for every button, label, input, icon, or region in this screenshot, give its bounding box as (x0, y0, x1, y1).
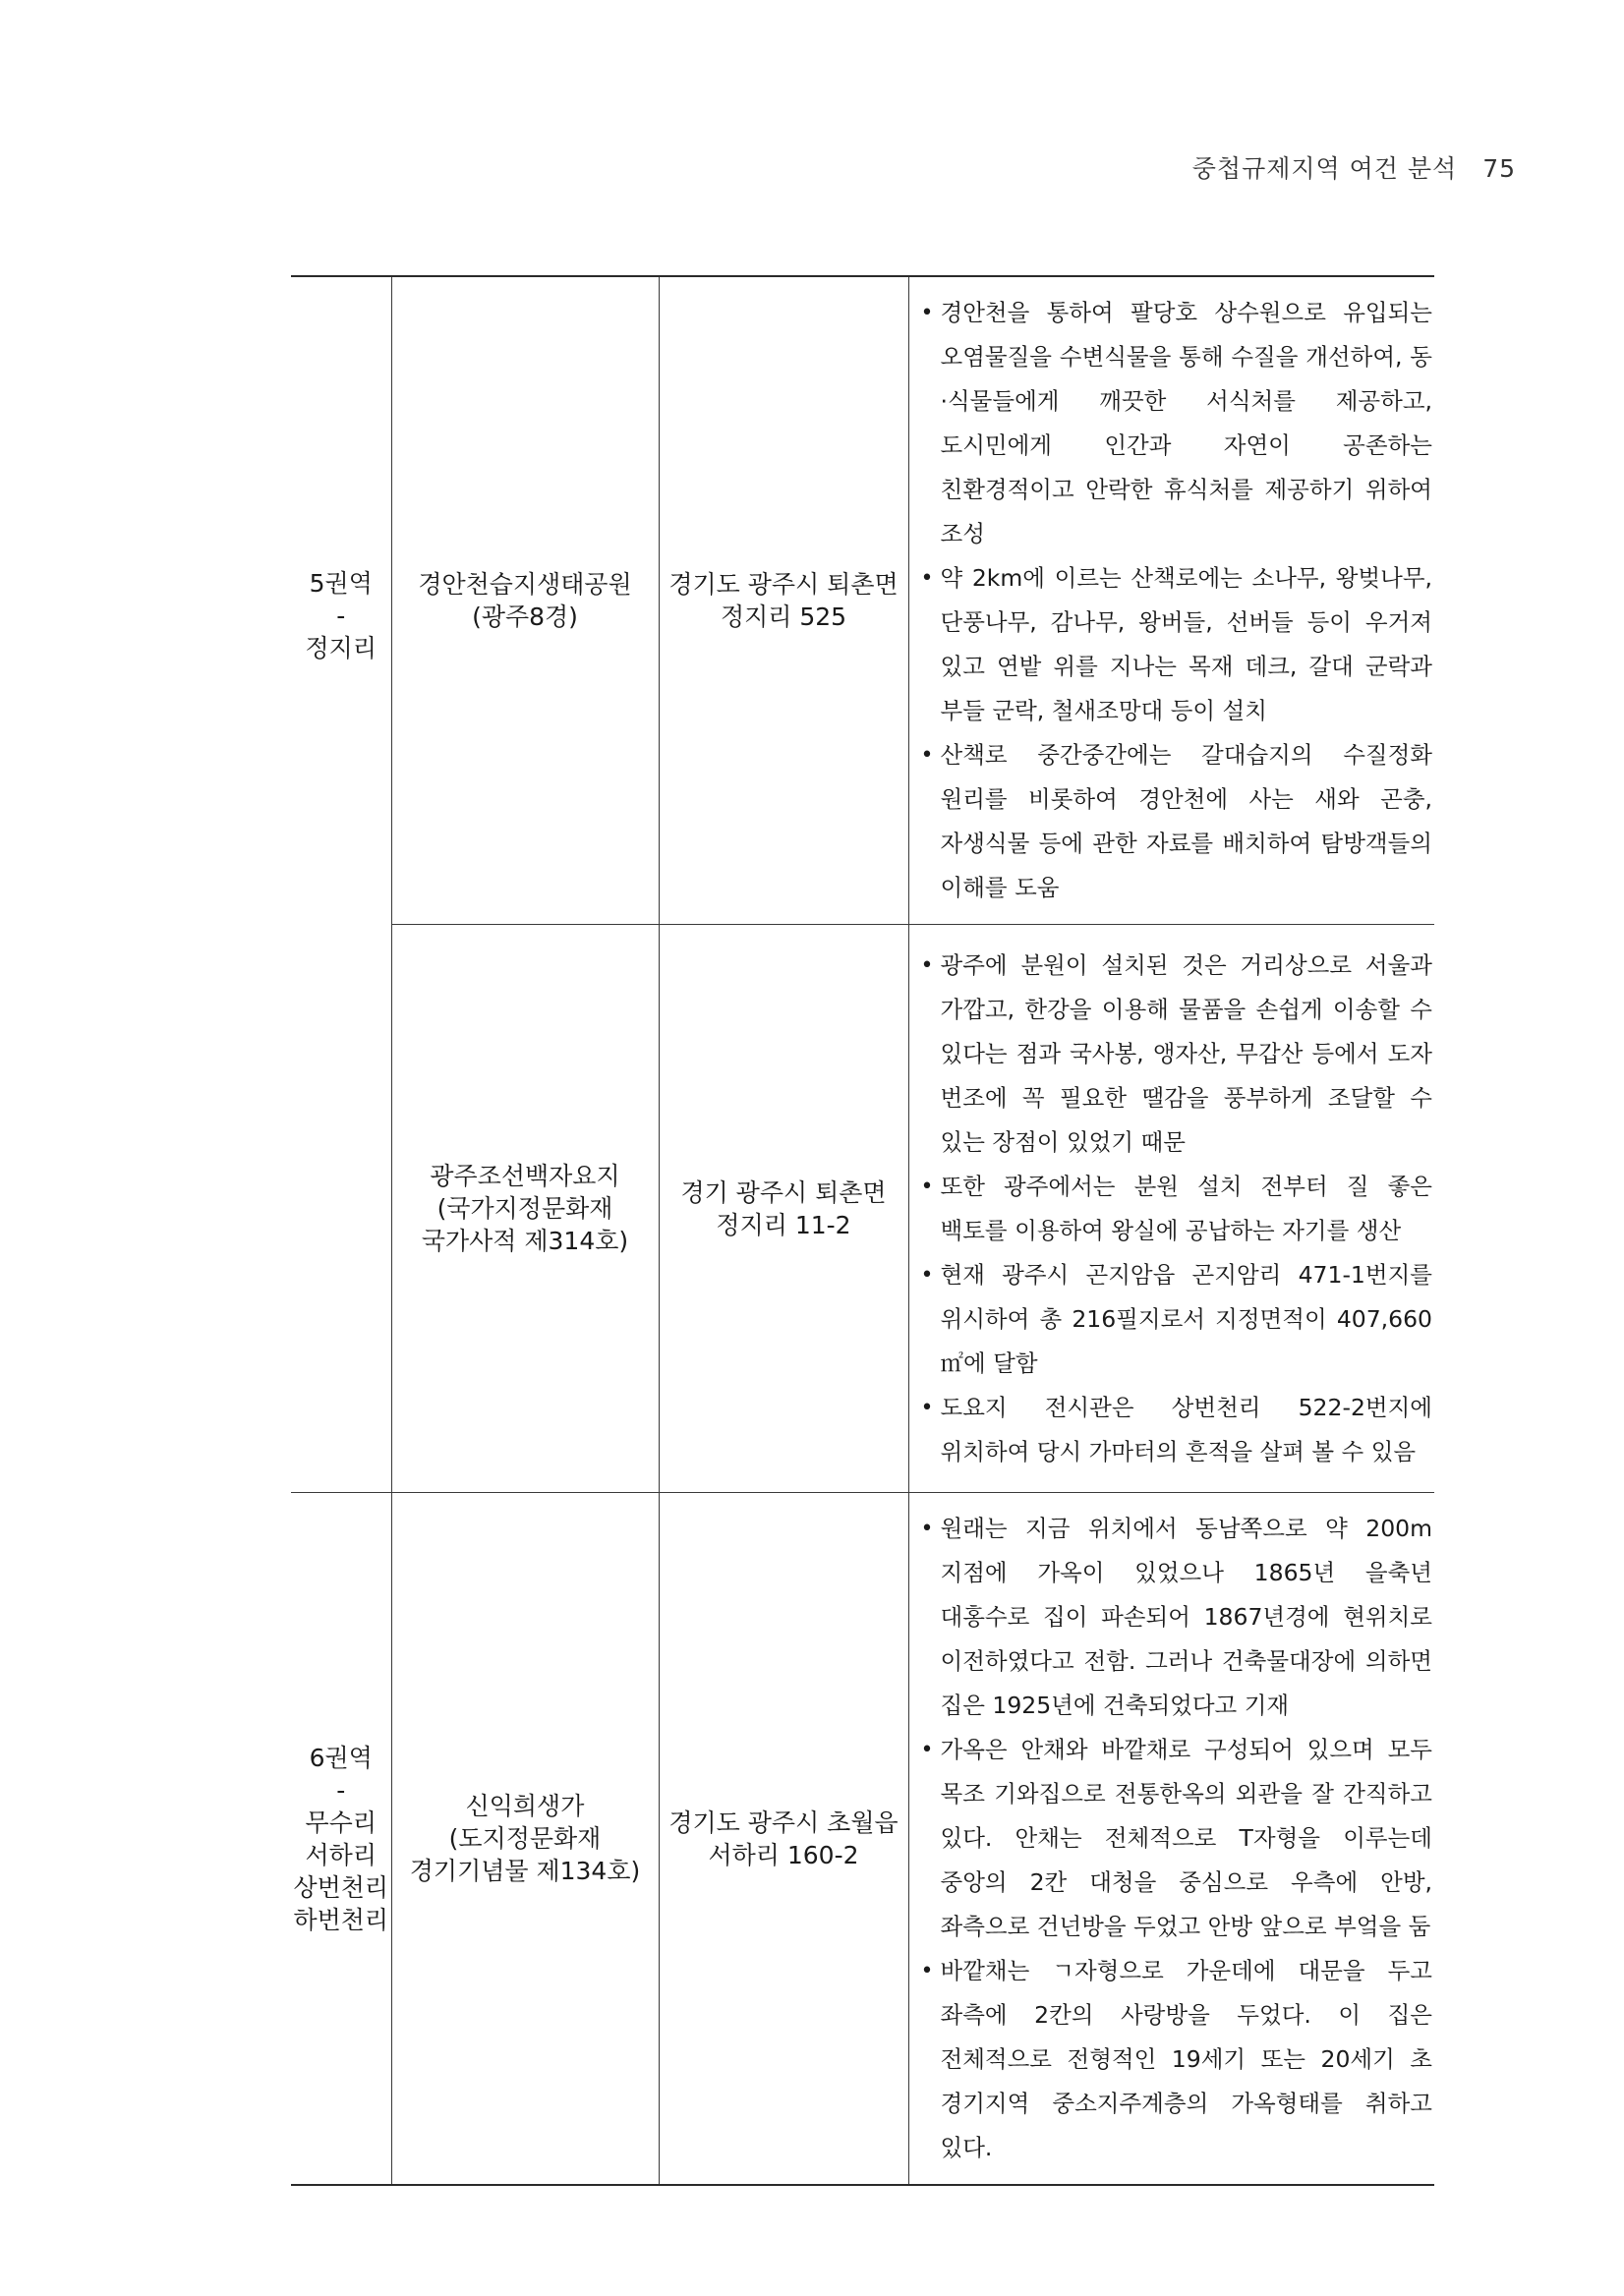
site-name-cell (391, 276, 659, 925)
description-item: • 광주에 분원이 설치된 것은 거리상으로 서울과 가깝고, 한강을 이용해 물품을 손쉽게 이송할 수 있다는 점과 국사봉, 앵자산, 무갑산 등에서 도자 번조에 꼭 필요한 땔감을 풍부하게 조달할 수 있는 장점이 있었기 때문 (919, 944, 1433, 1165)
table-row (291, 925, 1434, 1493)
region-cell (291, 276, 391, 1493)
description-item: • 원래는 지금 위치에서 동남쪽으로 약 200m 지점에 가옥이 있었으나 1865년 을축년 대홍수로 집이 파손되어 1867년경에 현위치로 이전하였다고 전함. 그러나 건축물대장에 의하면 집은 1925년에 건축되었다고 기재 (919, 1507, 1433, 1728)
description-item: • 약 2km에 이르는 산책로에는 소나무, 왕벚나무, 단풍나무, 감나무, 왕버들, 선버들 등이 우거져 있고 연밭 위를 지나는 목재 데크, 갈대 군락과 부들 군락, 철새조망대 등이 설치 (919, 556, 1433, 733)
site-name-line: 신익희생가 (465, 1792, 585, 1820)
region-line: - (336, 1775, 346, 1805)
region-line: 5권역 (309, 568, 373, 598)
address-cell (659, 925, 908, 1493)
region-line: 6권역 (309, 1743, 373, 1772)
site-name-line: 국가사적 제314호) (421, 1227, 629, 1255)
table-row (291, 276, 1434, 925)
description-item: • 또한 광주에서는 분원 설치 전부터 질 좋은 백토를 이용하여 왕실에 공납하는 자기를 생산 (919, 1165, 1433, 1253)
region-line: 상번천리 (293, 1872, 389, 1902)
site-name-cell (391, 925, 659, 1493)
region-cell (291, 1493, 391, 2186)
site-name-line: 경기기념물 제134호) (409, 1857, 641, 1885)
address-line: 서하리 160-2 (708, 1840, 859, 1869)
table-row (291, 1493, 1434, 2186)
description-item: • 경안천을 통하여 팔당호 상수원으로 유입되는 오염물질을 수변식물을 통해 수질을 개선하여, 동·식물들에게 깨끗한 서식처를 제공하고, 도시민에게 인간과 자연이 공존하는 친환경적이고 안락한 휴식처를 제공하기 위하여 조성 (919, 291, 1433, 556)
description-cell (908, 276, 1434, 925)
description-list (909, 1493, 1435, 2184)
description-item: • 도요지 전시관은 상번천리 522-2번지에 위치하여 당시 가마터의 흔적을 살펴 볼 수 있음 (919, 1386, 1433, 1474)
heritage-table (291, 275, 1434, 2186)
description-item: • 현재 광주시 곤지암읍 곤지암리 471-1번지를 위시하여 총 216필지로서 지정면적이 407,660㎡에 달함 (919, 1253, 1433, 1386)
address-line: 경기 광주시 퇴촌면 (680, 1177, 887, 1207)
region-line: 서하리 (305, 1840, 377, 1869)
site-name-line: 광주조선백자요지 (430, 1162, 620, 1190)
description-list (909, 277, 1435, 924)
description-item: • 바깥채는 ㄱ자형으로 가운데에 대문을 두고 좌측에 2칸의 사랑방을 두었다. 이 집은 전체적으로 전형적인 19세기 또는 20세기 초 경기지역 중소지주계층의 가옥형태를 취하고 있다. (919, 1949, 1433, 2170)
description-item: • 산책로 중간중간에는 갈대습지의 수질정화 원리를 비롯하여 경안천에 사는 새와 곤충, 자생식물 등에 관한 자료를 배치하여 탐방객들의 이해를 도움 (919, 733, 1433, 910)
site-name-line: 경안천습지생태공원 (418, 570, 632, 599)
address-line: 정지리 11-2 (716, 1210, 851, 1239)
site-name-cell (391, 1493, 659, 2186)
running-header (1192, 149, 1516, 185)
section-title: 중첩규제지역 여건 분석 (1191, 154, 1458, 183)
site-name-line: (도지정문화재 (448, 1824, 602, 1853)
region-line: 하번천리 (293, 1905, 389, 1934)
address-cell (659, 276, 908, 925)
site-name-line: (광주8경) (472, 603, 578, 631)
region-line: 정지리 (305, 633, 377, 662)
description-cell (908, 1493, 1434, 2186)
address-line: 경기도 광주시 초월읍 (668, 1808, 899, 1837)
address-cell (659, 1493, 908, 2186)
address-line: 경기도 광주시 퇴촌면 (668, 570, 899, 599)
region-line: 무수리 (305, 1808, 377, 1837)
page-number: 75 (1482, 154, 1516, 183)
description-item: • 가옥은 안채와 바깥채로 구성되어 있으며 모두 목조 기와집으로 전통한옥의 외관을 잘 간직하고 있다. 안채는 전체적으로 T자형을 이루는데 중앙의 2칸 대청을 중심으로 우측에 안방, 좌측으로 건넌방을 두었고 안방 앞으로 부엌을 둠 (919, 1728, 1433, 1949)
description-cell (908, 925, 1434, 1493)
region-line: - (336, 601, 346, 630)
address-line: 정지리 525 (720, 603, 847, 631)
site-name-line: (국가지정문화재 (436, 1194, 613, 1223)
description-list (909, 930, 1435, 1488)
